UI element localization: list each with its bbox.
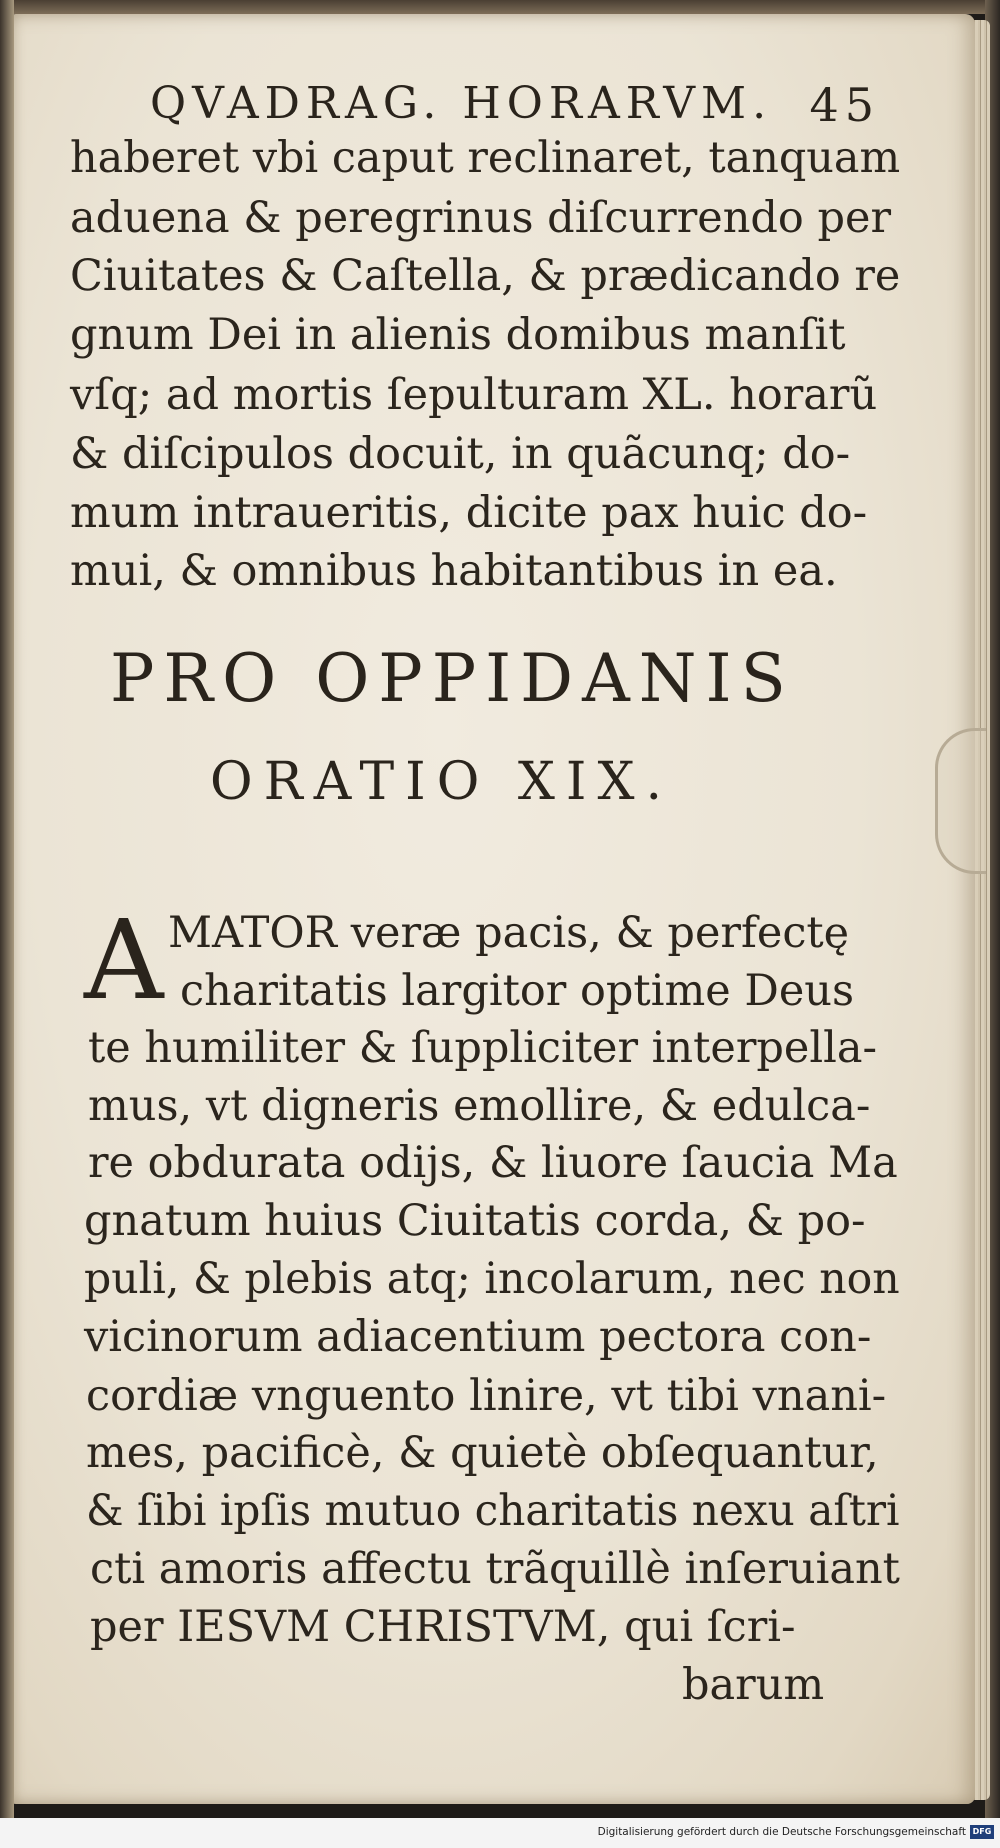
text-line: mes, pacificè, & quietè obſequantur, [86,1428,879,1478]
section-subtitle: ORATIO XIX. [210,752,673,812]
page-number: 45 [809,78,880,132]
text-line: mui, & omnibus habitantibus in ea. [70,546,838,596]
text-line: MATOR veræ pacis, & perfectę [168,908,850,958]
book-spine-edge [0,0,14,1848]
book-top-edge [0,0,1000,14]
text-line: gnum Dei in alienis domibus manſit [70,310,846,360]
text-line: cordiæ vnguento linire, vt tibi vnani- [86,1371,887,1421]
text-line: charitatis largitor optime Deus [180,966,855,1016]
text-line: mus, vt digneris emollire, & edulca- [88,1081,871,1131]
dfg-logo-icon: DFG [970,1825,994,1839]
text-line: re obdurata odijs, & liuore ſaucia Ma [88,1138,898,1188]
running-header [150,78,880,138]
page-clip [935,728,986,874]
text-line: haberet vbi caput reclinaret, tanquam [70,133,901,183]
text-line: cti amoris affectu trãquillè inſeruiant [90,1544,900,1594]
drop-cap: A [84,896,164,1024]
catchword: barum [682,1660,825,1710]
text-line: gnatum huius Ciuitatis corda, & po- [84,1196,866,1246]
text-line: vſq; ad mortis ſepulturam XL. horarũ [70,370,878,420]
digitization-credit: Digitalisierung gefördert durch die Deutsche Forschungsgemeinschaft [597,1826,966,1838]
text-line: mum intraueritis, dicite pax huic do- [70,488,868,538]
section-title: PRO OPPIDANIS [110,640,795,717]
text-line: puli, & plebis atq; incolarum, nec non [84,1254,900,1304]
text-line: per IESVM CHRISTVM, qui ſcri- [90,1602,796,1652]
running-title: QVADRAG. HORARVM. [150,78,773,129]
text-line: & diſcipulos docuit, in quãcunq; do- [70,429,851,479]
text-line: aduena & peregrinus diſcurrendo per [70,193,892,243]
text-line: Ciuitates & Caſtella, & prædicando re [70,251,901,301]
text-line: te humiliter & ſuppliciter interpella- [88,1023,878,1073]
text-line: & ſibi ipſis mutuo charitatis nexu aſtri [86,1486,900,1536]
text-line: vicinorum adiacentium pectora con- [84,1312,872,1362]
